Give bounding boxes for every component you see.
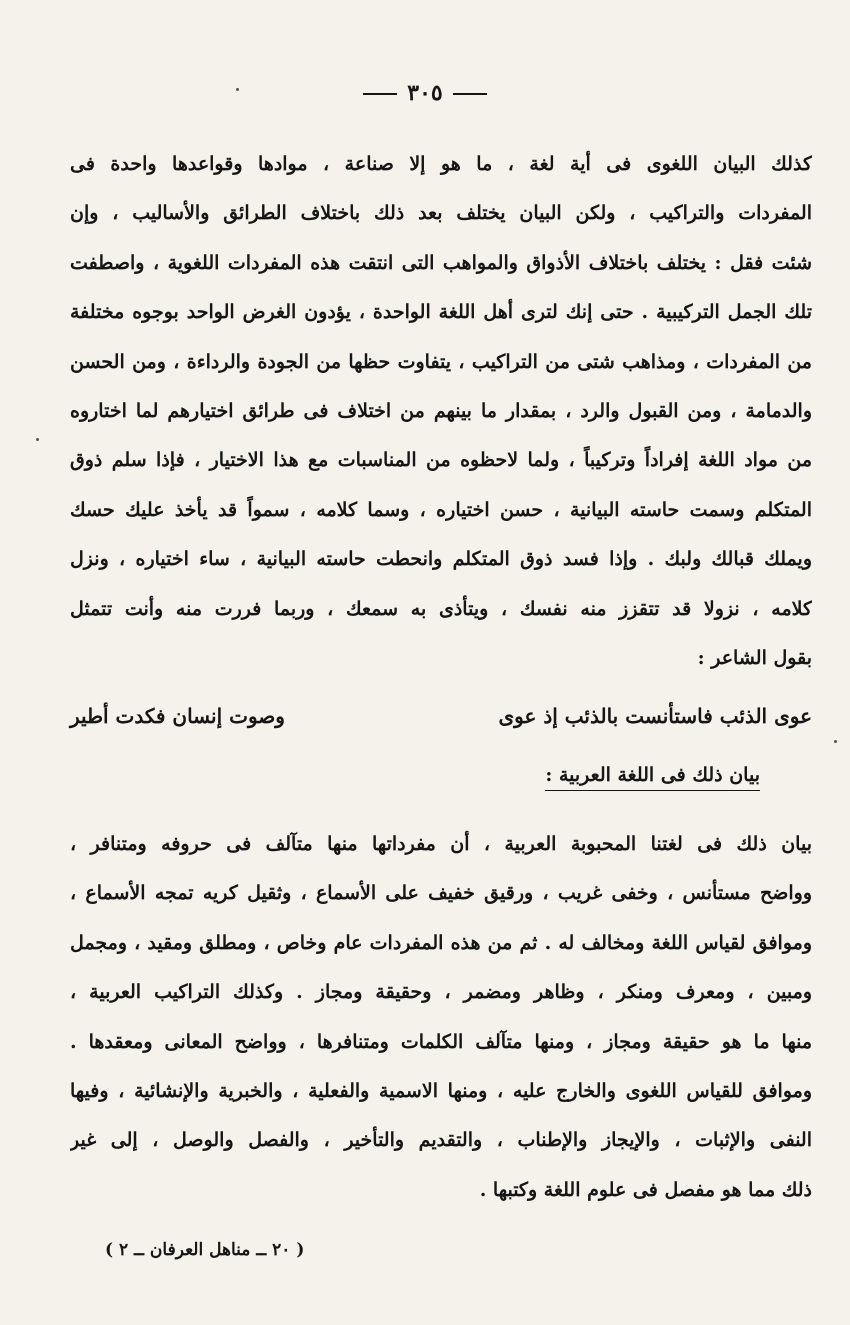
page-footer-signature: ( ٢٠ ــ مناهل العرفان ــ ٢ ) [105,1240,305,1260]
text-line: تلك الجمل التركيبية . حتى إنك لترى أهل اللغة الواحدة ، يؤدون الغرض الواحد بوجوه مختلفة [70,301,812,324]
header-dash-left [363,93,397,95]
text-line: ومبين ، ومعرف ومنكر ، وظاهر ومضمر ، وحقيقة ومجاز . وكذلك التراكيب العربية ، [70,981,812,1004]
text-line: وواضح مستأنس ، وخفى غريب ، ورقيق خفيف على الأسماع ، وثقيل كريه تمجه الأسماع ، [70,882,812,905]
text-line: كلامه ، نزولا قد تتقزز منه نفسك ، ويتأذى به سمعك ، وربما فررت منه وأنت تتمثل [70,597,812,620]
verse-hemistich-1: عوى الذئب فاستأنست بالذئب إذ عوى [498,704,812,728]
text-line: كذلك البيان اللغوى فى أية لغة ، ما هو إلا صناعة ، موادها وقواعدها واحدة فى [70,153,812,175]
text-line: والدمامة ، ومن القبول والرد ، بمقدار ما بينهم من اختلاف فى طرائق اختيارهم لما اختاروه [70,399,812,422]
text-line: بقول الشاعر : [697,646,812,669]
text-line: المفردات والتراكيب ، ولكن البيان يختلف بعد ذلك باختلاف الطرائق والأساليب ، وإن [70,202,812,225]
scan-speck [36,438,39,441]
text-line: من المفردات ، ومذاهب شتى من التراكيب ، يتفاوت حظها من الجودة والرداءة ، ومن الحسن [70,350,812,373]
page-header [0,80,850,106]
text-line: من مواد اللغة إفراداً وتركيباً ، ولما لاحظوه من المناسبات مع هذا الاختيار ، فإذا سلم ذوق [70,449,812,472]
text-line: وموافق لقياس اللغة ومخالف له . ثم من هذه المفردات عام وخاص ، ومطلق ومقيد ، ومجمل [70,931,812,954]
text-line: شئت فقل : يختلف باختلاف الأذواق والمواهب التى انتقت هذه المفردات اللغوية ، واصطفت [70,251,812,274]
paragraph-2 [70,820,812,1215]
scan-speck [236,88,239,91]
text-line: منها ما هو حقيقة ومجاز ، ومنها متآلف الكلمات ومتنافرها ، وواضح المعانى ومعقدها . [70,1030,812,1053]
text-line: النفى والإثبات ، والإيجاز والإطناب ، والتقديم والتأخير ، والفصل والوصل ، إلى غير [70,1129,812,1152]
text-line: ويملك قبالك ولبك . وإذا فسد ذوق المتكلم وانحطت حاسته البيانية ، ساء اختياره ، ونزل [70,548,812,571]
paragraph-1 [70,140,812,683]
page-number: ٣٠٥ [407,80,443,106]
text-line: ذلك مما هو مفصل فى علوم اللغة وكتبها . [479,1178,812,1201]
section-subheading: بيان ذلك فى اللغة العربية : [545,764,760,791]
poetry-verse [70,693,812,739]
text-line: المتكلم وسمت حاسته البيانية ، حسن اختياره ، وسما كلامه ، سمواً قد يأخذ عليك حسك [70,498,812,521]
text-line: وموافق للقياس اللغوى والخارج عليه ، ومنها الاسمية والفعلية ، والخبرية والإنشائية ، وفيها [70,1079,812,1102]
header-dash-right [453,93,487,95]
verse-hemistich-2: وصوت إنسان فكدت أطير [70,704,285,728]
scan-speck [834,740,837,743]
text-line: بيان ذلك فى لغتنا المحبوبة العربية ، أن مفرداتها منها متآلف فى حروفه ومتنافر ، [70,833,812,855]
